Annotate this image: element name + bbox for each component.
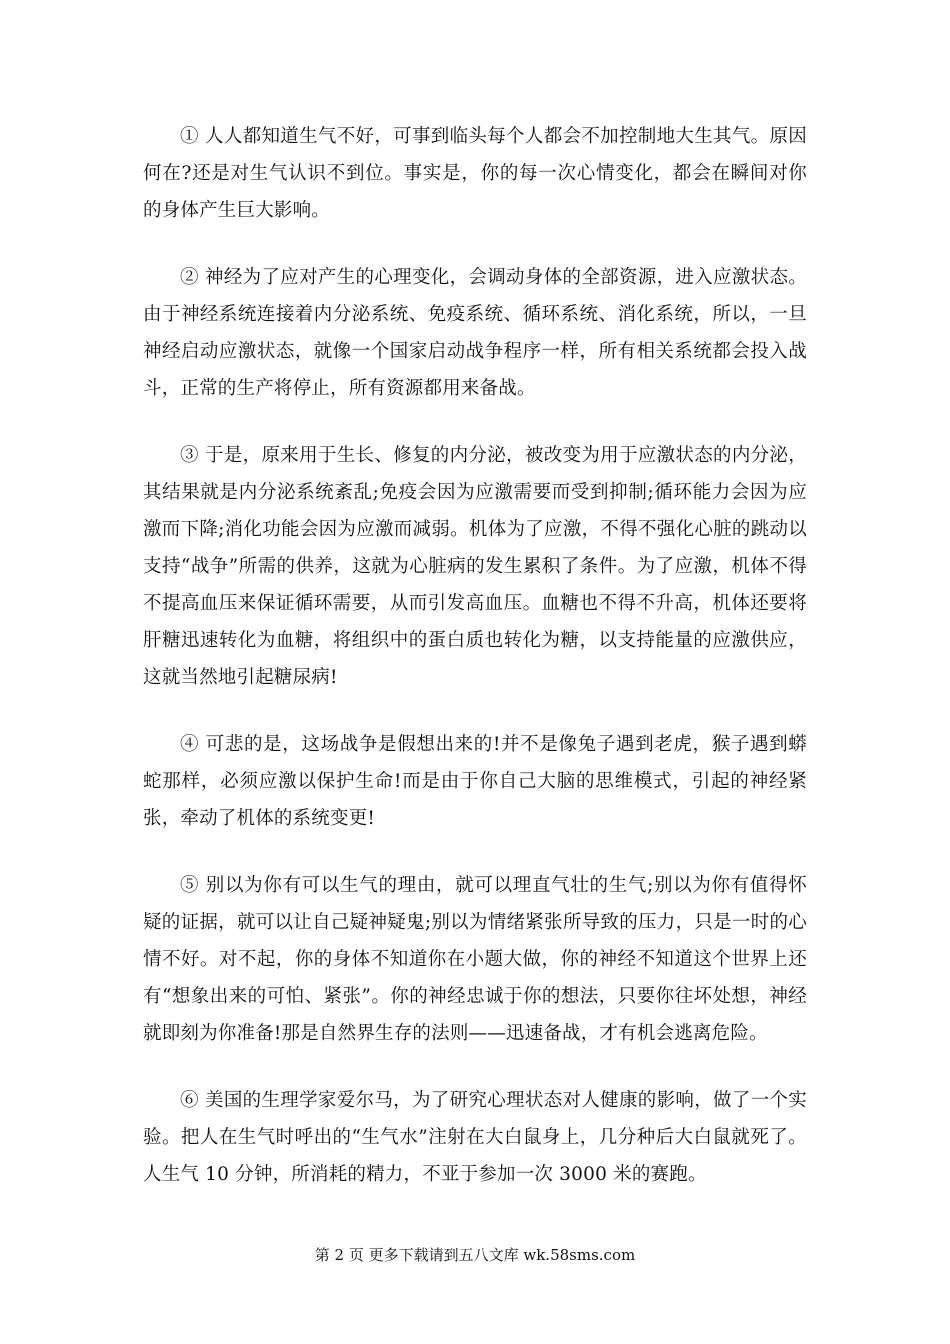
paragraph-2: ② 神经为了应对产生的心理变化，会调动身体的全部资源，进入应激状态。由于神经系统连接着内分泌系统、免疫系统、循环系统、消化系统，所以，一旦神经启动应激状态，就像一个国家启动战争程序一样，所有相关系统都会投入战斗，正常的生产将停止，所有资源都用来备战。 [143, 267, 807, 399]
paragraph-6: ⑥ 美国的生理学家爱尔马，为了研究心理状态对人健康的影响，做了一个实验。把人在生气时呼出的“生气水”注射在大白鼠身上，几分种后大白鼠就死了。人生气 10 分钟，所消耗的精力，不亚于参加一次 3000 米的赛跑。 [143, 1090, 807, 1185]
paragraph-1: ① 人人都知道生气不好，可事到临头每个人都会不加控制地大生其气。原因何在?还是对生气认识不到位。事实是，你的每一次心情变化，都会在瞬间对你的身体产生巨大影响。 [143, 126, 807, 221]
paragraph-3: ③ 于是，原来用于生长、修复的内分泌，被改变为用于应激状态的内分泌，其结果就是内分泌系统紊乱;免疫会因为应激需要而受到抑制;循环能力会因为应激而下降;消化功能会因为应激而减弱。机体为了应激，不得不强化心脏的跳动以支持“战争”所需的供养，这就为心脏病的发生累积了条件。为了应激，机体不得不提高血压来保证循环需要，从而引发高血压。血糖也不得不升高，机体还要将肝糖迅速转化为血糖，将组织中的蛋白质也转化为糖，以支持能量的应激供应，这就当然地引起糖尿病! [143, 445, 807, 688]
page-footer: 第 2 页 更多下载请到五八文库 wk.58sms.com [314, 1246, 636, 1264]
document-body [143, 118, 807, 1223]
paragraph-5: ⑤ 别以为你有可以生气的理由，就可以理直气壮的生气;别以为你有值得怀疑的证据，就可以让自己疑神疑鬼;别以为情绪紧张所导致的压力，只是一时的心情不好。对不起，你的身体不知道你在小题大做，你的神经不知道这个世界上还有“想象出来的可怕、紧张”。你的神经忠诚于你的想法，只要你往坏处想，神经就即刻为你准备!那是自然界生存的法则——迅速备战，才有机会逃离危险。 [143, 875, 807, 1044]
paragraph-4: ④ 可悲的是，这场战争是假想出来的!并不是像兔子遇到老虎，猴子遇到蟒蛇那样，必须应激以保护生命!而是由于你自己大脑的思维模式，引起的神经紧张，牵动了机体的系统变更! [143, 734, 807, 829]
